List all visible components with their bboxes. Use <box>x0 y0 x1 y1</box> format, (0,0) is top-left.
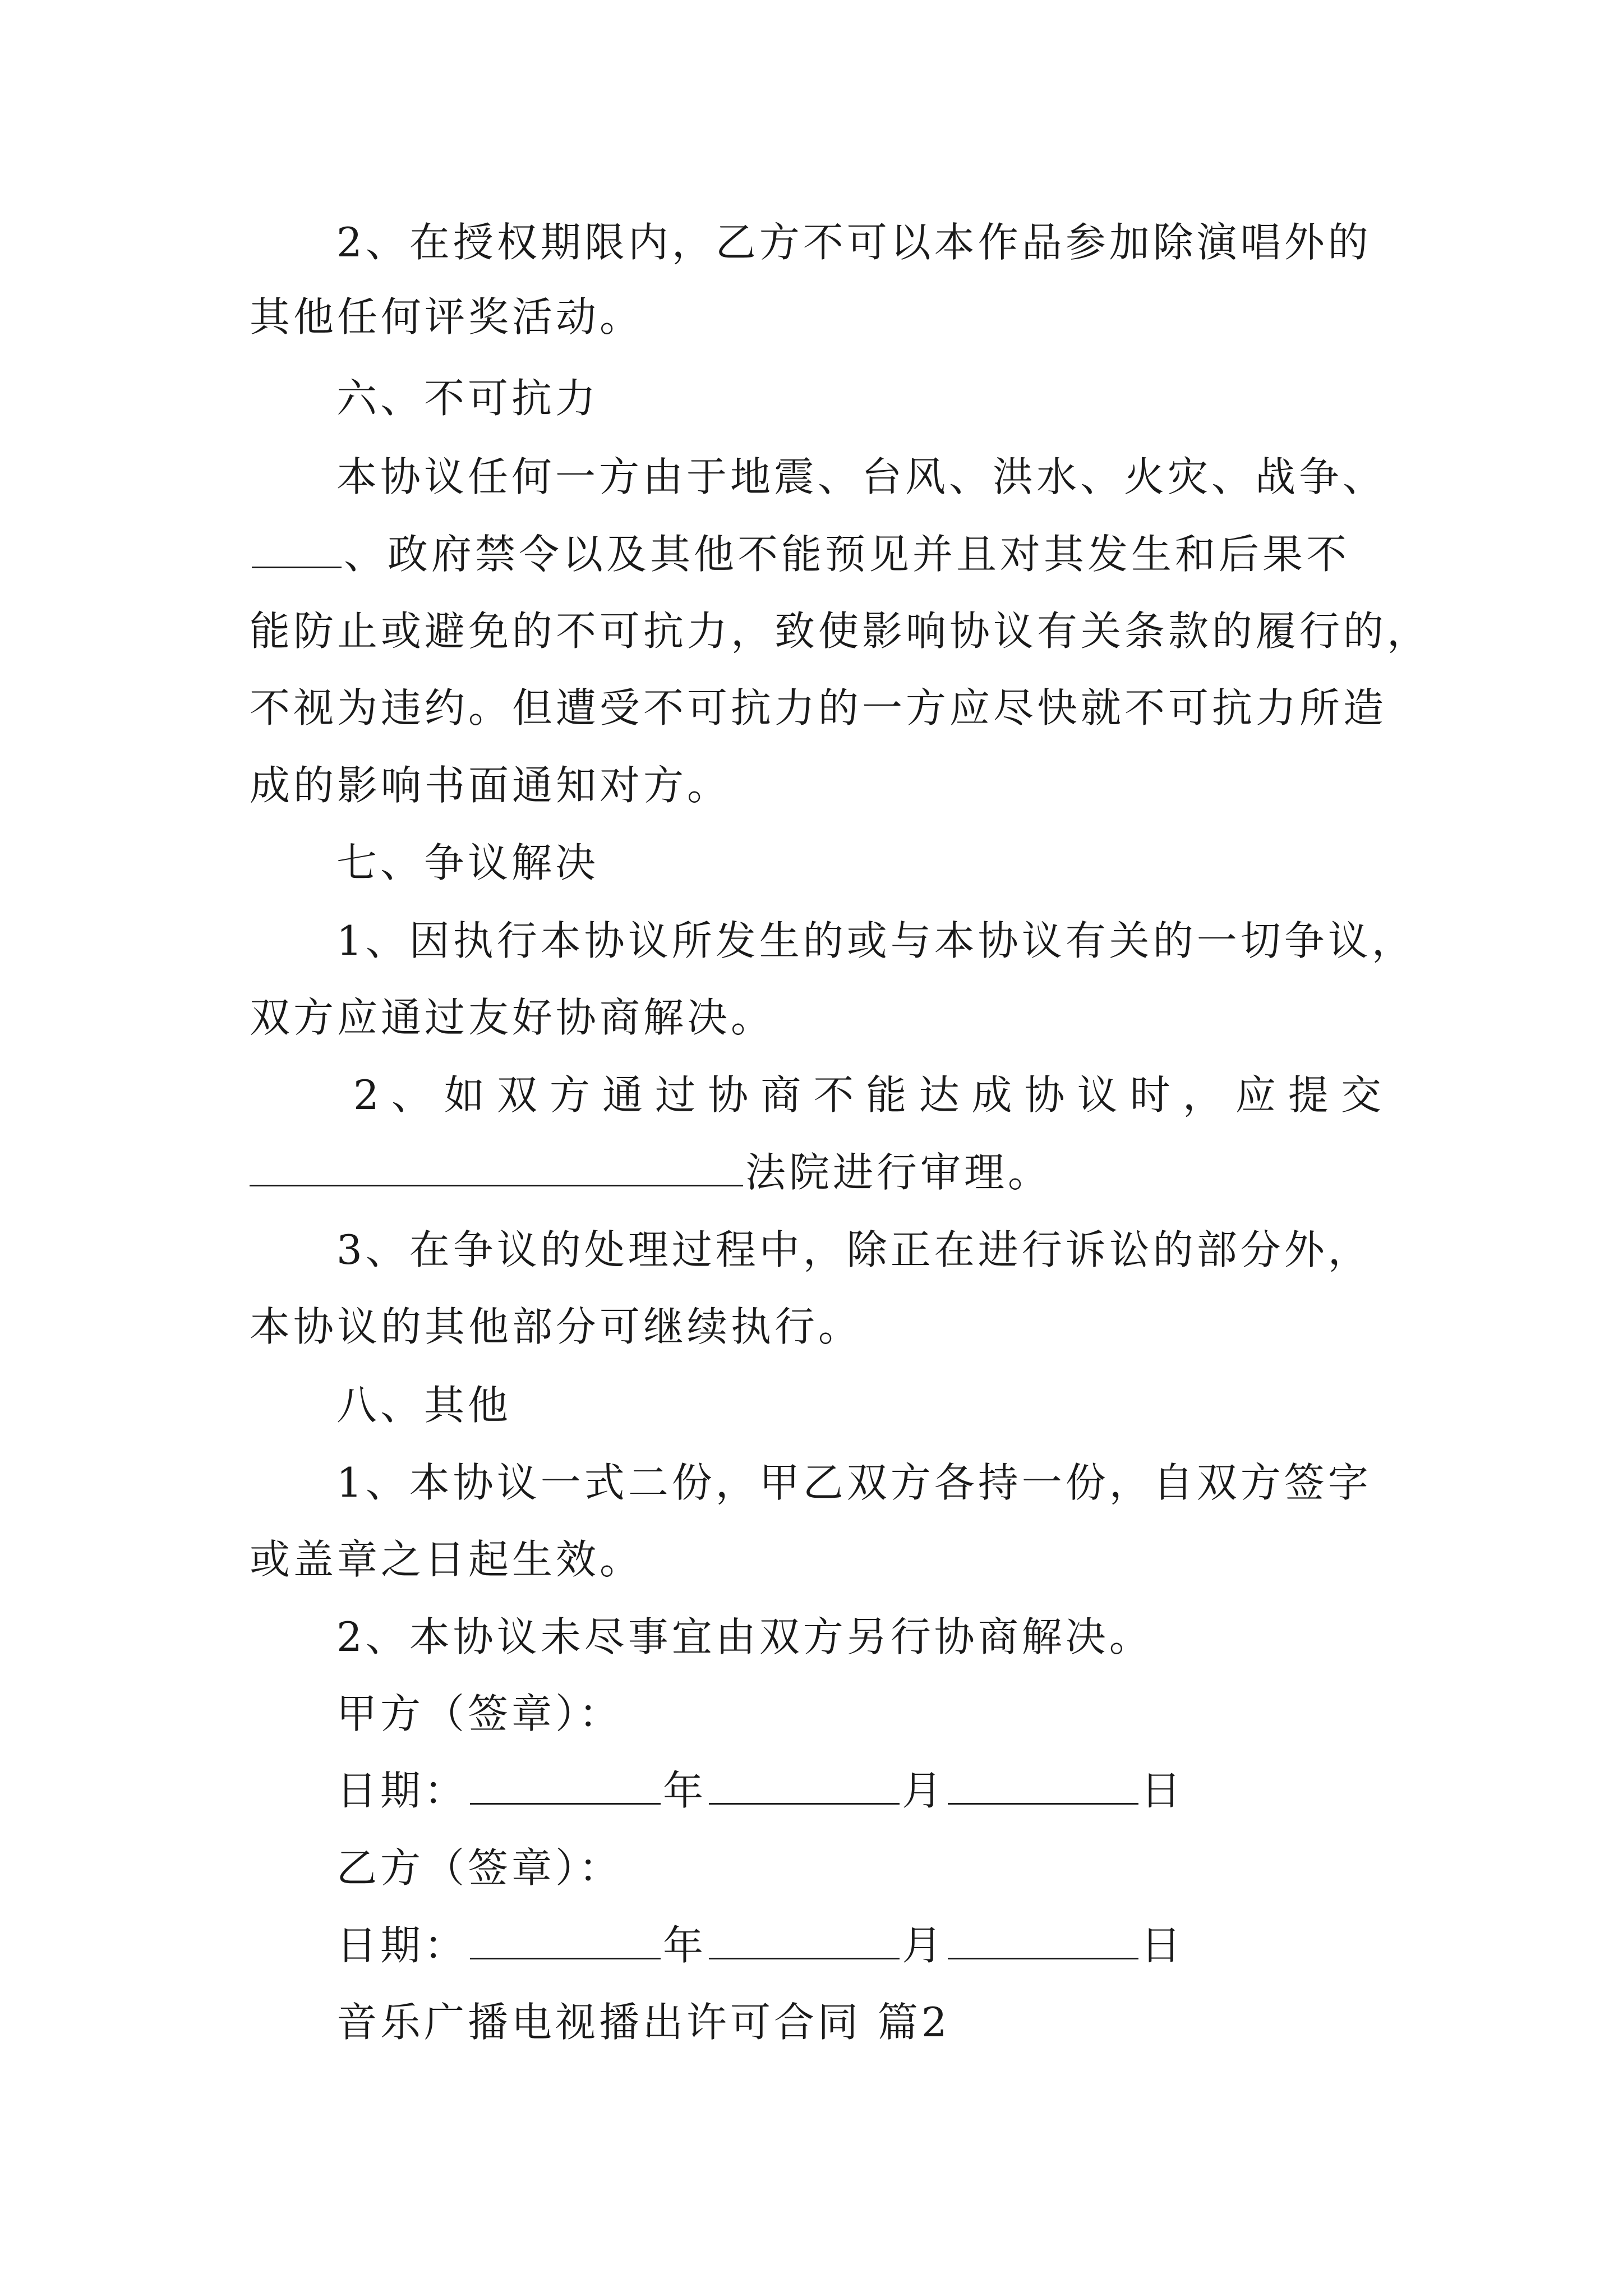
paragraph-line: 成的影响书面通知对方。 <box>250 762 731 809</box>
date-row <box>336 1763 1394 1819</box>
paragraph-line: 2、如双方通过协商不能达成协议时，应提交 <box>353 1071 1394 1119</box>
date-label: 日期： <box>336 1767 468 1814</box>
section-heading: 七、争议解决 <box>336 839 600 886</box>
paragraph-line: 1、本协议一式二份，甲乙双方各持一份，自双方签字 <box>336 1459 1372 1506</box>
next-section-title: 音乐广播电视播出许可合同 篇2 <box>336 1999 951 2046</box>
paragraph-text: 、政府禁令以及其他不能预见并且对其发生和后果不 <box>344 531 1350 578</box>
paragraph-line: 1、因执行本协议所发生的或与本协议有关的一切争议， <box>336 917 1415 964</box>
year-blank <box>470 1917 661 1959</box>
month-label: 月 <box>902 1767 946 1814</box>
paragraph-line: 能防止或避免的不可抗力，致使影响协议有关条款的履行的， <box>250 608 1431 655</box>
day-label: 日 <box>1141 1922 1185 1969</box>
paragraph-text: 法院进行审理。 <box>745 1149 1052 1196</box>
section-heading: 六、不可抗力 <box>336 375 600 422</box>
month-blank <box>709 1917 900 1959</box>
signature-party-b: 乙方（签章）： <box>336 1844 623 1892</box>
day-blank <box>948 1917 1138 1959</box>
date-label: 日期： <box>336 1922 468 1969</box>
month-blank <box>709 1763 900 1805</box>
year-blank <box>470 1763 661 1805</box>
paragraph-line: 2、本协议未尽事宜由双方另行协商解决。 <box>336 1613 1153 1660</box>
year-label: 年 <box>663 1922 707 1969</box>
paragraph-line: 双方应通过友好协商解决。 <box>250 994 775 1041</box>
paragraph-line: 或盖章之日起生效。 <box>250 1536 644 1583</box>
paragraph-line <box>250 1144 1394 1200</box>
paragraph-line: 其他任何评奖活动。 <box>250 293 644 341</box>
signature-party-a: 甲方（签章）： <box>336 1690 623 1737</box>
paragraph-line: 本协议任何一方由于地震、台风、洪水、火灾、战争、 <box>336 453 1387 500</box>
year-label: 年 <box>663 1767 707 1814</box>
blank-underline <box>250 1144 743 1186</box>
day-blank <box>948 1763 1138 1805</box>
day-label: 日 <box>1141 1767 1185 1814</box>
date-row <box>336 1917 1394 1973</box>
paragraph-line: 2、在授权期限内，乙方不可以本作品参加除演唱外的 <box>336 219 1372 266</box>
paragraph-line <box>250 526 1394 582</box>
month-label: 月 <box>902 1922 946 1969</box>
blank-underline <box>252 526 342 568</box>
paragraph-line: 不视为违约。但遭受不可抗力的一方应尽快就不可抗力所造 <box>250 684 1387 731</box>
paragraph-line: 3、在争议的处理过程中，除正在进行诉讼的部分外， <box>336 1226 1372 1273</box>
paragraph-line: 本协议的其他部分可继续执行。 <box>250 1303 863 1350</box>
section-heading: 八、其他 <box>336 1382 512 1429</box>
